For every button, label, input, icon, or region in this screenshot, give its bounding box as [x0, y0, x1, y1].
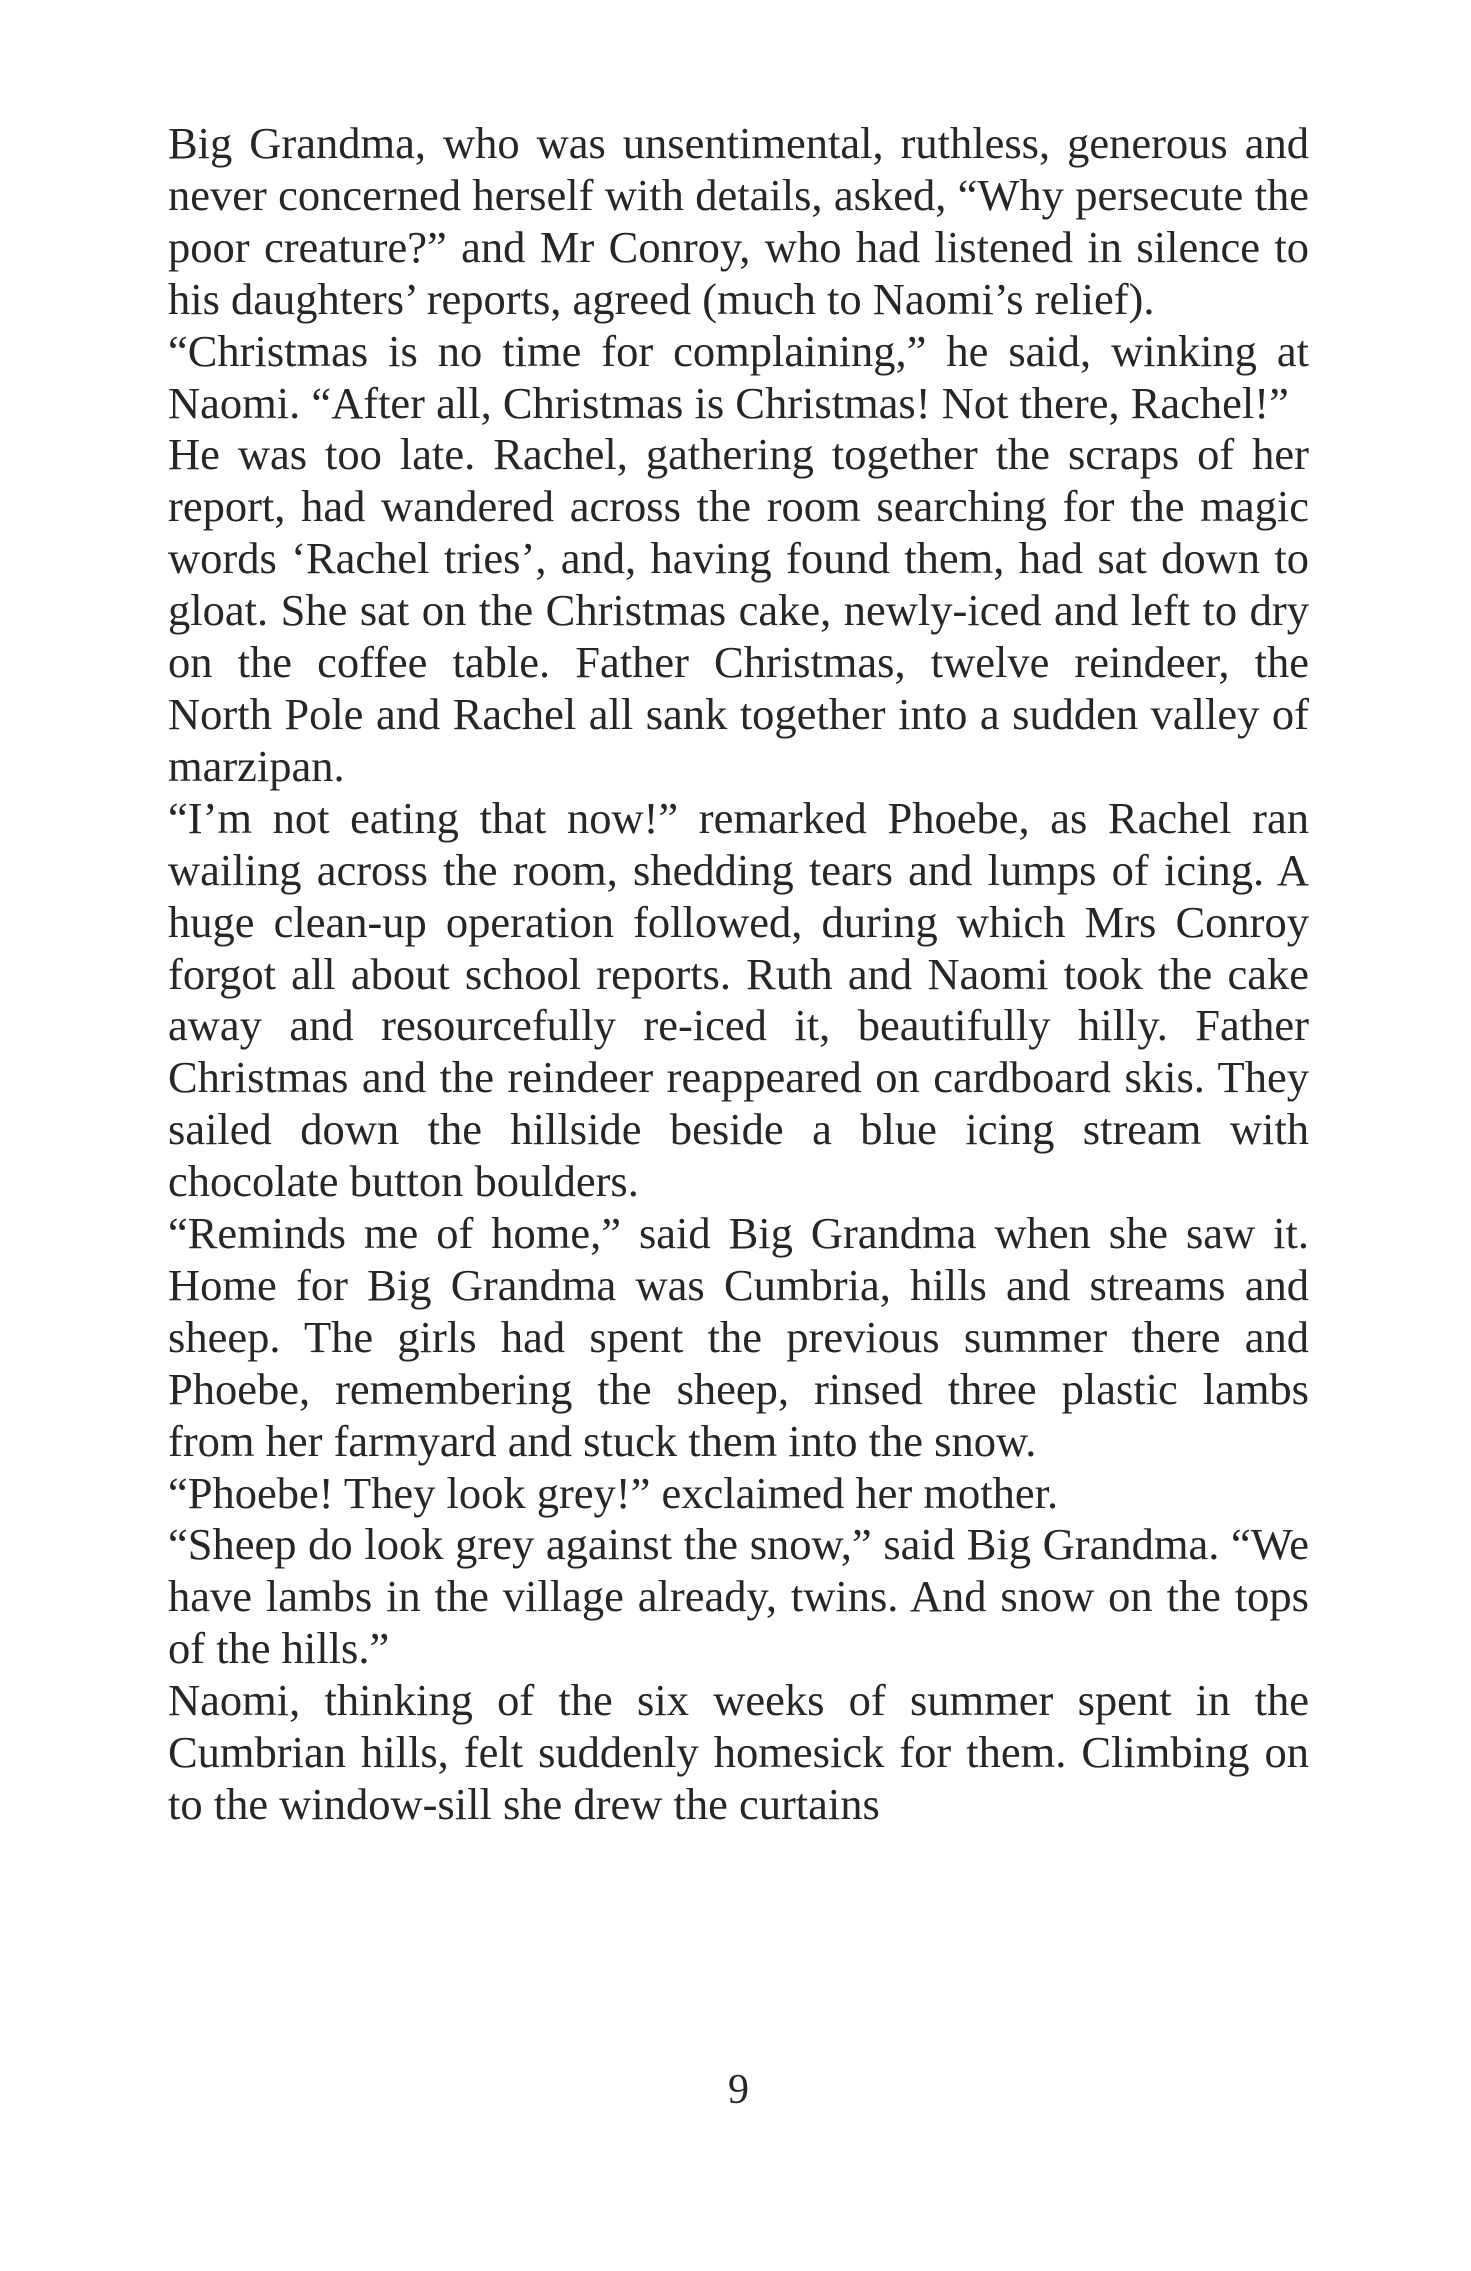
paragraph-look-grey: “Phoebe! They look grey!” exclaimed her mother.	[168, 1467, 1059, 1518]
paragraph-reminds-home: “Reminds me of home,” said Big Grandma when she saw it. Home for Big Grandma was Cumbria, hills and streams and sheep. The girls had spent the previous summer there and Phoebe, remembering the sheep, rinsed three plastic lambs from her farmyard and stuck them into the snow.	[168, 1208, 1309, 1466]
paragraph-too-late: He was too late. Rachel, gathering together the scraps of her report, had wandered across the room searching for the magic words ‘Rachel tries’, and, having found them, had sat down to gloat. She sat on the Christmas cake, newly-iced and left to dry on the coffee table. Father Christmas, twelve reindeer, the North Pole and Rachel all sank together into a sudden valley of marzipan.	[168, 429, 1309, 791]
book-page	[168, 118, 1309, 2258]
paragraph-christmas-complaining: “Christmas is no time for complaining,” he said, winking at Naomi. “After all, Christmas is Christmas! Not there, Rachel!”	[168, 325, 1309, 428]
paragraph-big-grandma: Big Grandma, who was unsentimental, ruthless, generous and never concerned herself with details, asked, “Why persecute the poor creature?” and Mr Conroy, who had listened in silence to his daughters’ reports, agreed (much to Naomi’s relief).	[168, 118, 1309, 324]
paragraph-sheep-grey: “Sheep do look grey against the snow,” said Big Grandma. “We have lambs in the village already, twins. And snow on the tops of the hills.”	[168, 1519, 1309, 1674]
paragraph-not-eating: “I’m not eating that now!” remarked Phoebe, as Rachel ran wailing across the room, shedding tears and lumps of icing. A huge clean-up operation followed, during which Mrs Conroy forgot all about school reports. Ruth and Naomi took the cake away and resourcefully re-iced it, beautifully hilly. Father Christmas and the reindeer reappeared on cardboard skis. They sailed down the hillside beside a blue icing stream with chocolate button boulders.	[168, 792, 1309, 1207]
page-number: 9	[728, 2067, 749, 2113]
paragraph-naomi-homesick: Naomi, thinking of the six weeks of summer spent in the Cumbrian hills, felt suddenly homesick for them. Climbing on to the window-sill she drew the curtains	[168, 1675, 1309, 1829]
